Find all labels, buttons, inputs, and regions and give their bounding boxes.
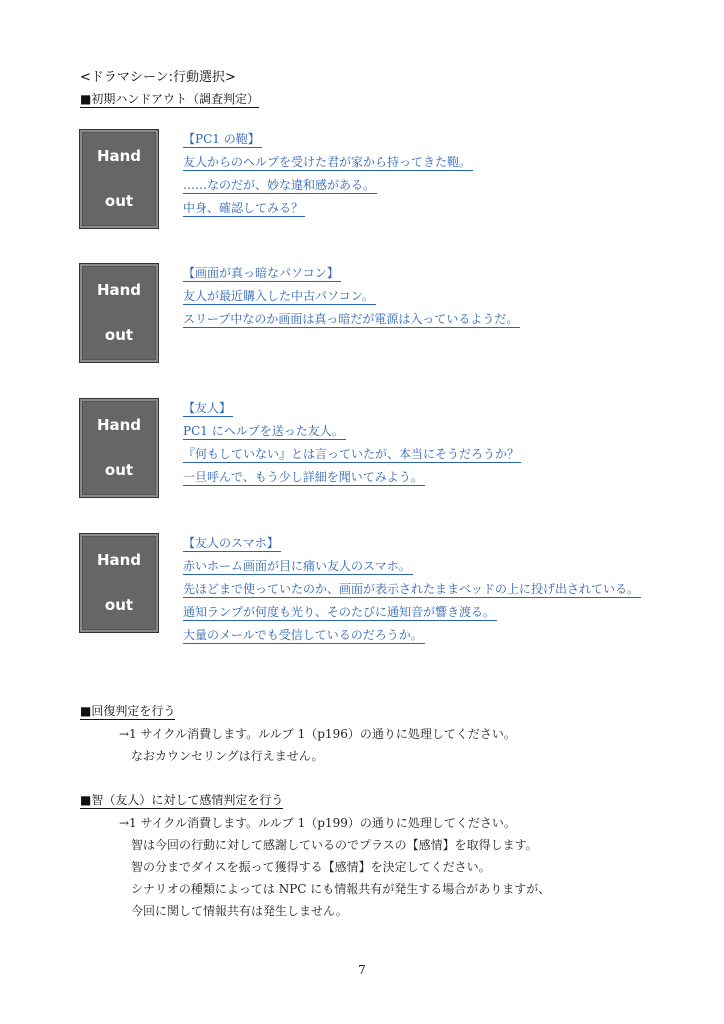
handout-card[interactable] xyxy=(79,533,159,633)
handout-title: 【友人のスマホ】 xyxy=(183,536,279,550)
handout-card-line1: Hand xyxy=(96,147,142,165)
recovery-heading-text: ■回復判定を行う xyxy=(80,704,176,718)
handout-text: 友人からのヘルプを受けた君が家から持ってきた鞄。 xyxy=(183,155,472,169)
handout-card[interactable] xyxy=(79,398,159,498)
recovery-line: →1 サイクル消費します。ルルブ 1（p196）の通りに処理してください。 xyxy=(119,727,516,741)
emotion-line: 今回に関して情報共有は発生しません。 xyxy=(131,904,348,918)
handout-card-line1: Hand xyxy=(96,416,142,434)
handout-text: 一旦呼んで、もう少し詳細を聞いてみよう。 xyxy=(183,470,423,484)
handout-text: 『何もしていない』とは言っていたが、本当にそうだろうか？ xyxy=(183,447,520,461)
handout-text: 先ほどまで使っていたのか、画面が表示されたままベッドの上に投げ出されている。 xyxy=(183,582,640,596)
page-number: 7 xyxy=(358,963,366,977)
handout-card[interactable] xyxy=(79,263,159,363)
handout-card-line1: Hand xyxy=(96,281,142,299)
handout-card-line2: out xyxy=(104,326,134,344)
handout-card[interactable] xyxy=(79,129,159,229)
recovery-heading xyxy=(80,703,175,719)
handout-text: 友人が最近購入した中古パソコン。 xyxy=(183,289,374,303)
handout-card-line1: Hand xyxy=(96,551,142,569)
handout-card-line2: out xyxy=(104,461,134,479)
emotion-heading xyxy=(80,792,283,808)
handout-title: 【PC1 の鞄】 xyxy=(183,132,260,146)
handout-pc1-bag xyxy=(0,129,724,239)
emotion-line: 智の分までダイスを振って獲得する【感情】を決定してください。 xyxy=(131,860,491,874)
initial-handouts-heading xyxy=(80,91,259,107)
handout-card-line2: out xyxy=(104,596,134,614)
emotion-line: →1 サイクル消費します。ルルブ 1（p199）の通りに処理してください。 xyxy=(119,816,516,830)
handout-friend xyxy=(0,398,724,508)
handout-friend-smartphone xyxy=(0,533,724,643)
emotion-line: シナリオの種類によっては NPC にも情報共有が発生する場合がありますが、 xyxy=(131,882,551,896)
handout-text: PC1 にヘルプを送った友人。 xyxy=(183,424,344,438)
scene-title: <ドラマシーン:行動選択> xyxy=(80,70,236,85)
handout-text: 赤いホーム画面が目に痛い友人のスマホ。 xyxy=(183,559,411,573)
emotion-line: 智は今回の行動に対して感謝しているのでプラスの【感情】を取得します。 xyxy=(131,838,538,852)
initial-handouts-heading-text: ■初期ハンドアウト（調査判定） xyxy=(80,92,259,106)
handout-text: スリープ中なのか画面は真っ暗だが電源は入っているようだ。 xyxy=(183,312,519,326)
handout-title: 【友人】 xyxy=(183,401,232,415)
handout-dark-pc xyxy=(0,263,724,373)
handout-text: 中身、確認してみる？ xyxy=(183,201,304,215)
handout-text: 大量のメールでも受信しているのだろうか。 xyxy=(183,628,423,642)
handout-text: ……なのだが、妙な違和感がある。 xyxy=(183,178,376,192)
recovery-line: なおカウンセリングは行えません。 xyxy=(131,749,324,763)
handout-title: 【画面が真っ暗なパソコン】 xyxy=(183,266,339,280)
emotion-heading-text: ■智（友人）に対して感情判定を行う xyxy=(80,793,284,807)
handout-text: 通知ランプが何度も光り、そのたびに通知音が響き渡る。 xyxy=(183,605,496,619)
handout-card-line2: out xyxy=(104,192,134,210)
